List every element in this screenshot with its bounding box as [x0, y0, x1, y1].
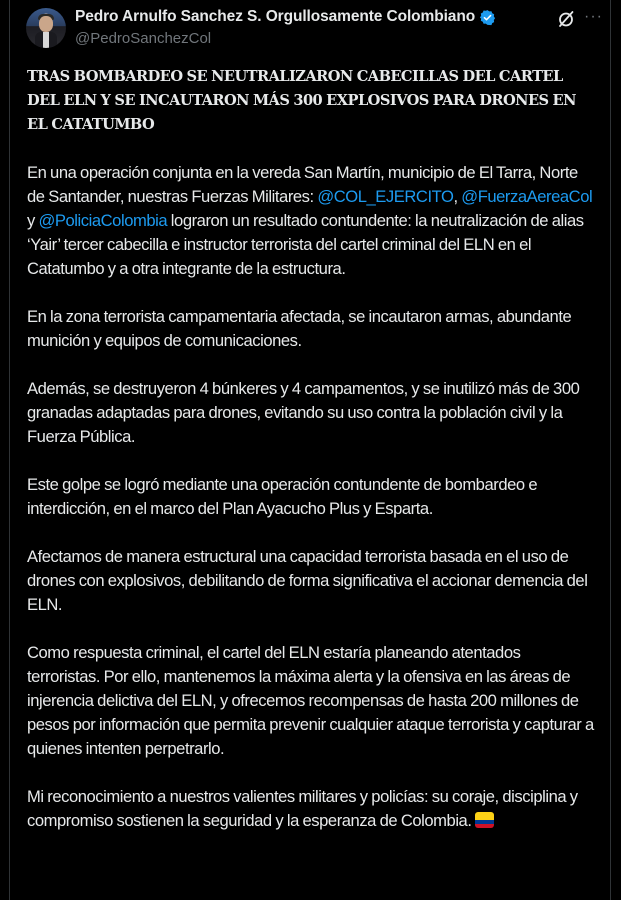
avatar[interactable]: [26, 8, 66, 48]
mention-col-ejercito[interactable]: @COL_EJERCITO: [317, 187, 454, 206]
text: y: [27, 211, 39, 230]
grok-icon[interactable]: [556, 9, 576, 29]
mention-policia-colombia[interactable]: @PoliciaColombia: [38, 211, 168, 230]
post-card: [9, 0, 611, 900]
avatar-shirt: [43, 32, 49, 48]
post-body: [27, 65, 597, 857]
post-header: [10, 0, 610, 56]
paragraph-7: [27, 785, 597, 833]
avatar-face: [39, 16, 53, 32]
colombia-flag-icon: [475, 812, 494, 828]
paragraph-4: Este golpe se logró mediante una operación contundente de bombardeo e interdicción, en el marco del Plan Ayacucho Plus y Esparta.: [27, 475, 538, 518]
text: lograron un resultado contundente: la neutralización de alias ‘Yair’ tercer cabecilla e instructor terrorista del cartel criminal del ELN en el Catatumbo y a otra integrante de la estructura.: [27, 211, 584, 278]
author-display-name[interactable]: Pedro Arnulfo Sanchez S. Orgullosamente Colombiano: [75, 8, 476, 25]
text: Mi reconocimiento a nuestros valientes militares y policías: su coraje, disciplina y compromiso sostienen la seguridad y la esperanza de Colombia.: [27, 787, 578, 830]
mention-fuerza-aerea-col[interactable]: @FuerzaAereaCol: [461, 187, 593, 206]
text: En una operación conjunta en la vereda San Martín, municipio de El Tarra, Norte de Santander, nuestras Fuerzas Militares:: [27, 163, 578, 206]
paragraph-3: Además, se destruyeron 4 búnkeres y 4 campamentos, y se inutilizó más de 300 granadas adaptadas para drones, evitando su uso contra la población civil y la Fuerza Pública.: [27, 379, 580, 446]
paragraph-1: [27, 161, 597, 281]
author-name-row[interactable]: [75, 8, 496, 26]
paragraph-6: Como respuesta criminal, el cartel del ELN estaría planeando atentados terroristas. Por ello, mantenemos la máxima alerta y la ofensiva en las áreas de injerencia delictiva del ELN, y ofrecemos recompensas de hasta 200 millones de pesos por información que permita prevenir cualquier ataque terrorista y capturar a quienes intenten perpetrarlo.: [27, 643, 594, 758]
author-handle[interactable]: @PedroSanchezCol: [75, 30, 212, 47]
more-options-button[interactable]: ···: [584, 8, 603, 25]
paragraph-5: Afectamos de manera estructural una capacidad terrorista basada en el uso de drones con explosivos, debilitando de forma significativa el accionar demencia del ELN.: [27, 547, 588, 614]
verified-badge-icon: [479, 9, 496, 26]
post-headline: TRAS BOMBARDEO SE NEUTRALIZARON CABECILLAS DEL CARTEL DEL ELN Y SE INCAUTARON MÁS 300 EXPLOSIVOS PARA DRONES EN EL CATATUMBO: [27, 68, 576, 133]
text: ,: [453, 187, 462, 206]
paragraph-2: En la zona terrorista campamentaria afectada, se incautaron armas, abundante munición y equipos de comunicaciones.: [27, 307, 572, 350]
